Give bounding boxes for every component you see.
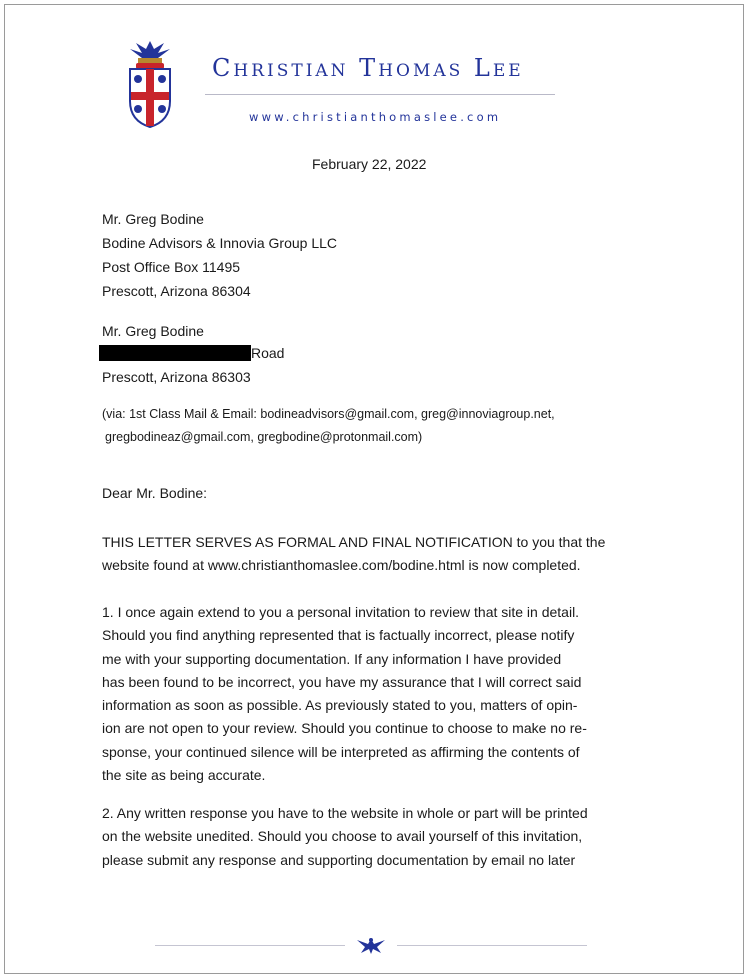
letterhead-divider xyxy=(205,94,555,95)
paragraph-line: ion are not open to your review. Should you continue to choose to make no re- xyxy=(102,720,587,737)
heraldic-crest-icon xyxy=(124,39,176,129)
paragraph-line: has been found to be incorrect, you have my assurance that I will correct said xyxy=(102,673,582,690)
recipient-company: Bodine Advisors & Innovia Group LLC xyxy=(102,235,338,251)
paragraph-line: me with your supporting documentation. If any information I have provided xyxy=(102,650,562,667)
recipient-city-2: Prescott, Arizona 86303 xyxy=(102,369,251,385)
paragraph-line: information as soon as possible. As previously stated to you, matters of opin- xyxy=(102,697,578,714)
letterhead-website: www.christianthomaslee.com xyxy=(249,110,502,124)
street-suffix: Road xyxy=(251,345,285,361)
footer-divider-left xyxy=(155,945,345,946)
delivery-via-line-1: (via: 1st Class Mail & Email: bodineadvisors@gmail.com, greg@innoviagroup.net, xyxy=(102,407,555,421)
paragraph-line: on the website unedited. Should you choose to avail yourself of this invitation, xyxy=(102,828,583,845)
redaction-bar xyxy=(99,345,251,361)
paragraph-line: THIS LETTER SERVES AS FORMAL AND FINAL NOTIFICATION to you that the xyxy=(102,534,606,550)
paragraph-1 xyxy=(102,601,587,787)
delivery-via-line-2: gregbodineaz@gmail.com, gregbodine@protonmail.com) xyxy=(105,430,423,444)
paragraph-line: website found at www.christianthomaslee.com/bodine.html is now completed. xyxy=(102,557,581,574)
paragraph-line: sponse, your continued silence will be interpreted as affirming the contents of xyxy=(102,743,580,760)
paragraph-line: the site as being accurate. xyxy=(102,767,266,784)
eagle-icon xyxy=(355,935,387,955)
paragraph-line: Should you find anything represented that is factually incorrect, please notify xyxy=(102,627,575,644)
letter-date: February 22, 2022 xyxy=(312,156,427,172)
salutation: Dear Mr. Bodine: xyxy=(102,485,208,501)
recipient-name: Mr. Greg Bodine xyxy=(102,211,204,227)
paragraph-line: 1. I once again extend to you a personal invitation to review that site in detail. xyxy=(102,604,580,620)
recipient-city: Prescott, Arizona 86304 xyxy=(102,283,251,299)
footer-divider-right xyxy=(397,945,587,946)
paragraph-2 xyxy=(102,802,588,872)
paragraph-line: please submit any response and supporting documentation by email no later xyxy=(102,851,576,868)
paragraph-line: 2. Any written response you have to the website in whole or part will be printed xyxy=(102,805,588,821)
recipient-po-box: Post Office Box 11495 xyxy=(102,259,241,275)
letterhead-name: Christian Thomas Lee xyxy=(212,54,524,82)
intro-paragraph xyxy=(102,531,605,578)
recipient-street xyxy=(99,345,284,361)
letter-page xyxy=(4,4,744,974)
recipient-name-2: Mr. Greg Bodine xyxy=(102,323,204,339)
